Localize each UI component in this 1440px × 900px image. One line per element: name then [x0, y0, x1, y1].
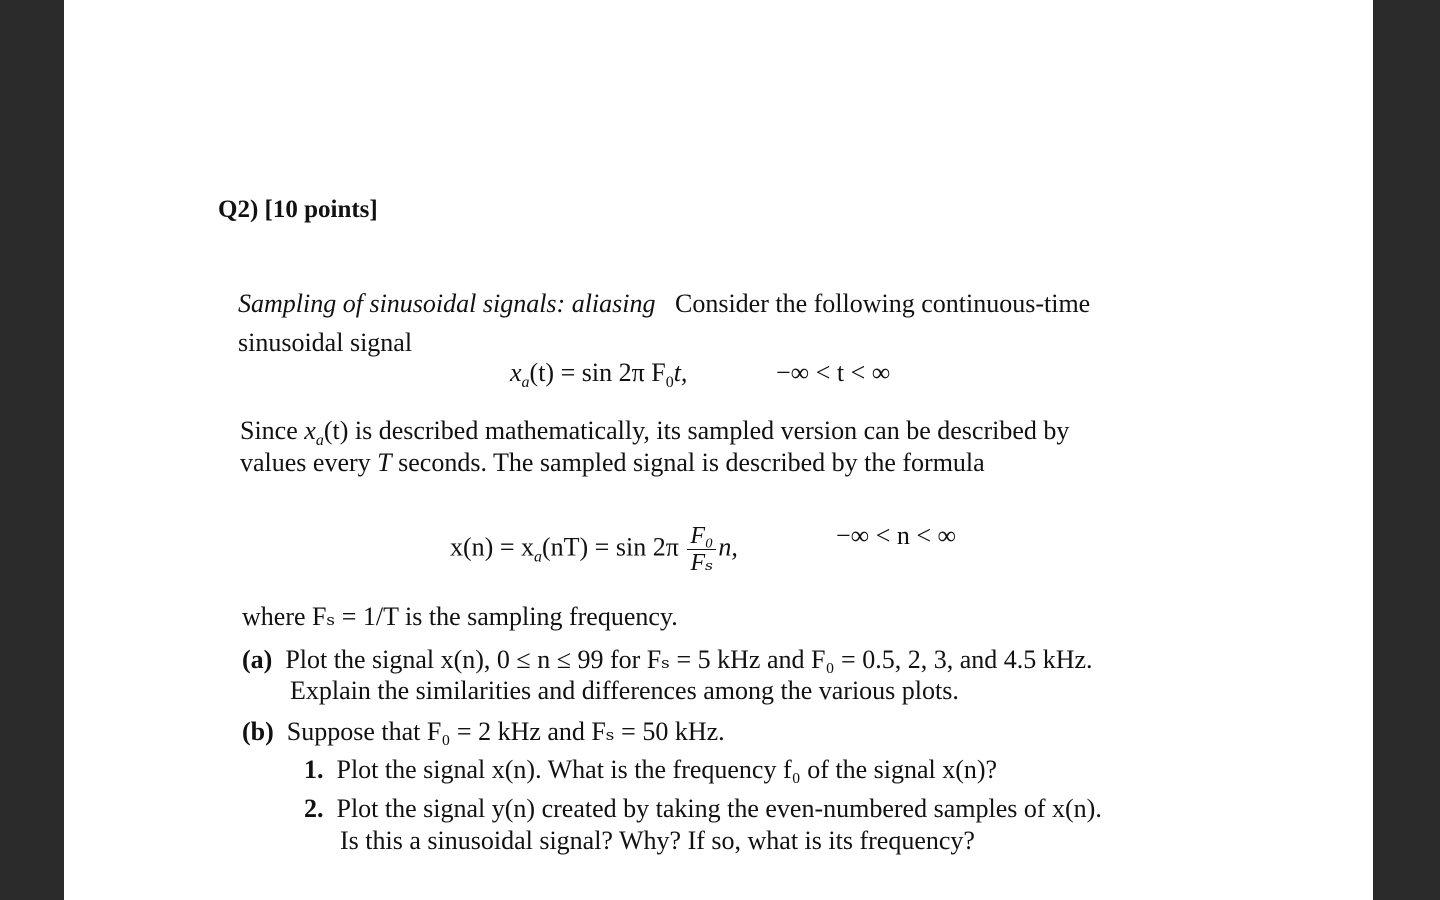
- equation-sampled-range: −∞ < n < ∞: [836, 521, 957, 550]
- part-b-item-2: [304, 793, 1102, 825]
- since2-T: T: [377, 448, 392, 477]
- part-b-item-1: [304, 754, 997, 786]
- since2-b: seconds. The sampled signal is described by the formula: [391, 448, 985, 477]
- document-page: [64, 0, 1373, 900]
- item-1-text: Plot the signal x(n). What is the frequency f₀ of the signal x(n)?: [336, 755, 998, 784]
- since2-a: values every: [240, 448, 378, 477]
- eq2-fraction: [687, 523, 716, 576]
- item-2-text-1: Plot the signal y(n) created by taking the even-numbered samples of x(n).: [336, 794, 1102, 823]
- part-a-text-1: Plot the signal x(n), 0 ≤ n ≤ 99 for Fₛ = 5 kHz and F₀ = 0.5, 2, 3, and 4.5 kHz.: [285, 645, 1093, 674]
- equation-sampled: [450, 523, 738, 576]
- eq2-denominator: Fₛ: [690, 550, 714, 576]
- since-b: (t) is described mathematically, its sampled version can be described by: [323, 416, 1070, 445]
- since-x: x: [304, 416, 316, 445]
- part-a-label: (a): [242, 645, 273, 674]
- eq1-lhs: x: [510, 358, 522, 387]
- item-1-label: 1.: [304, 755, 324, 784]
- eq1-tail: t,: [673, 358, 688, 387]
- since-line-2: [240, 447, 985, 479]
- eq2-mid: (nT) = sin 2π: [541, 532, 679, 562]
- left-border: [0, 0, 64, 900]
- part-a-line-1: [242, 644, 1093, 676]
- eq1-body: (t) = sin 2π F: [529, 358, 666, 387]
- part-a-line-2: Explain the similarities and differences among the various plots.: [290, 676, 959, 705]
- eq2-tail: n,: [718, 532, 738, 562]
- equation-continuous: [510, 358, 687, 392]
- right-border: [1373, 0, 1440, 900]
- eq2-lhs: x(n) = x: [450, 532, 534, 562]
- intro-title: Sampling of sinusoidal signals: aliasing: [238, 289, 656, 318]
- eq1-f-sub: 0: [665, 374, 674, 392]
- intro-line-1: [238, 288, 1090, 320]
- equation-continuous-range: −∞ < t < ∞: [776, 358, 891, 387]
- part-b-item-2-line-2: Is this a sinusoidal signal? Why? If so, what is its frequency?: [340, 826, 975, 855]
- eq2-numerator: F₀: [687, 523, 716, 550]
- where-line: where Fₛ = 1/T is the sampling frequency.: [242, 602, 678, 631]
- intro-text-1: Consider the following continuous-time: [675, 289, 1091, 318]
- part-b-line-1: [242, 716, 725, 748]
- item-2-label: 2.: [304, 794, 324, 823]
- question-heading: Q2) [10 points]: [218, 196, 378, 223]
- part-b-label: (b): [242, 717, 274, 746]
- intro-line-2: sinusoidal signal: [238, 328, 413, 357]
- since-a: Since: [240, 416, 305, 445]
- since-sub: a: [315, 432, 324, 450]
- part-b-text-1: Suppose that F₀ = 2 kHz and Fₛ = 50 kHz.: [286, 717, 725, 746]
- eq2-lhs-sub: a: [533, 548, 542, 566]
- eq1-lhs-sub: a: [521, 374, 530, 392]
